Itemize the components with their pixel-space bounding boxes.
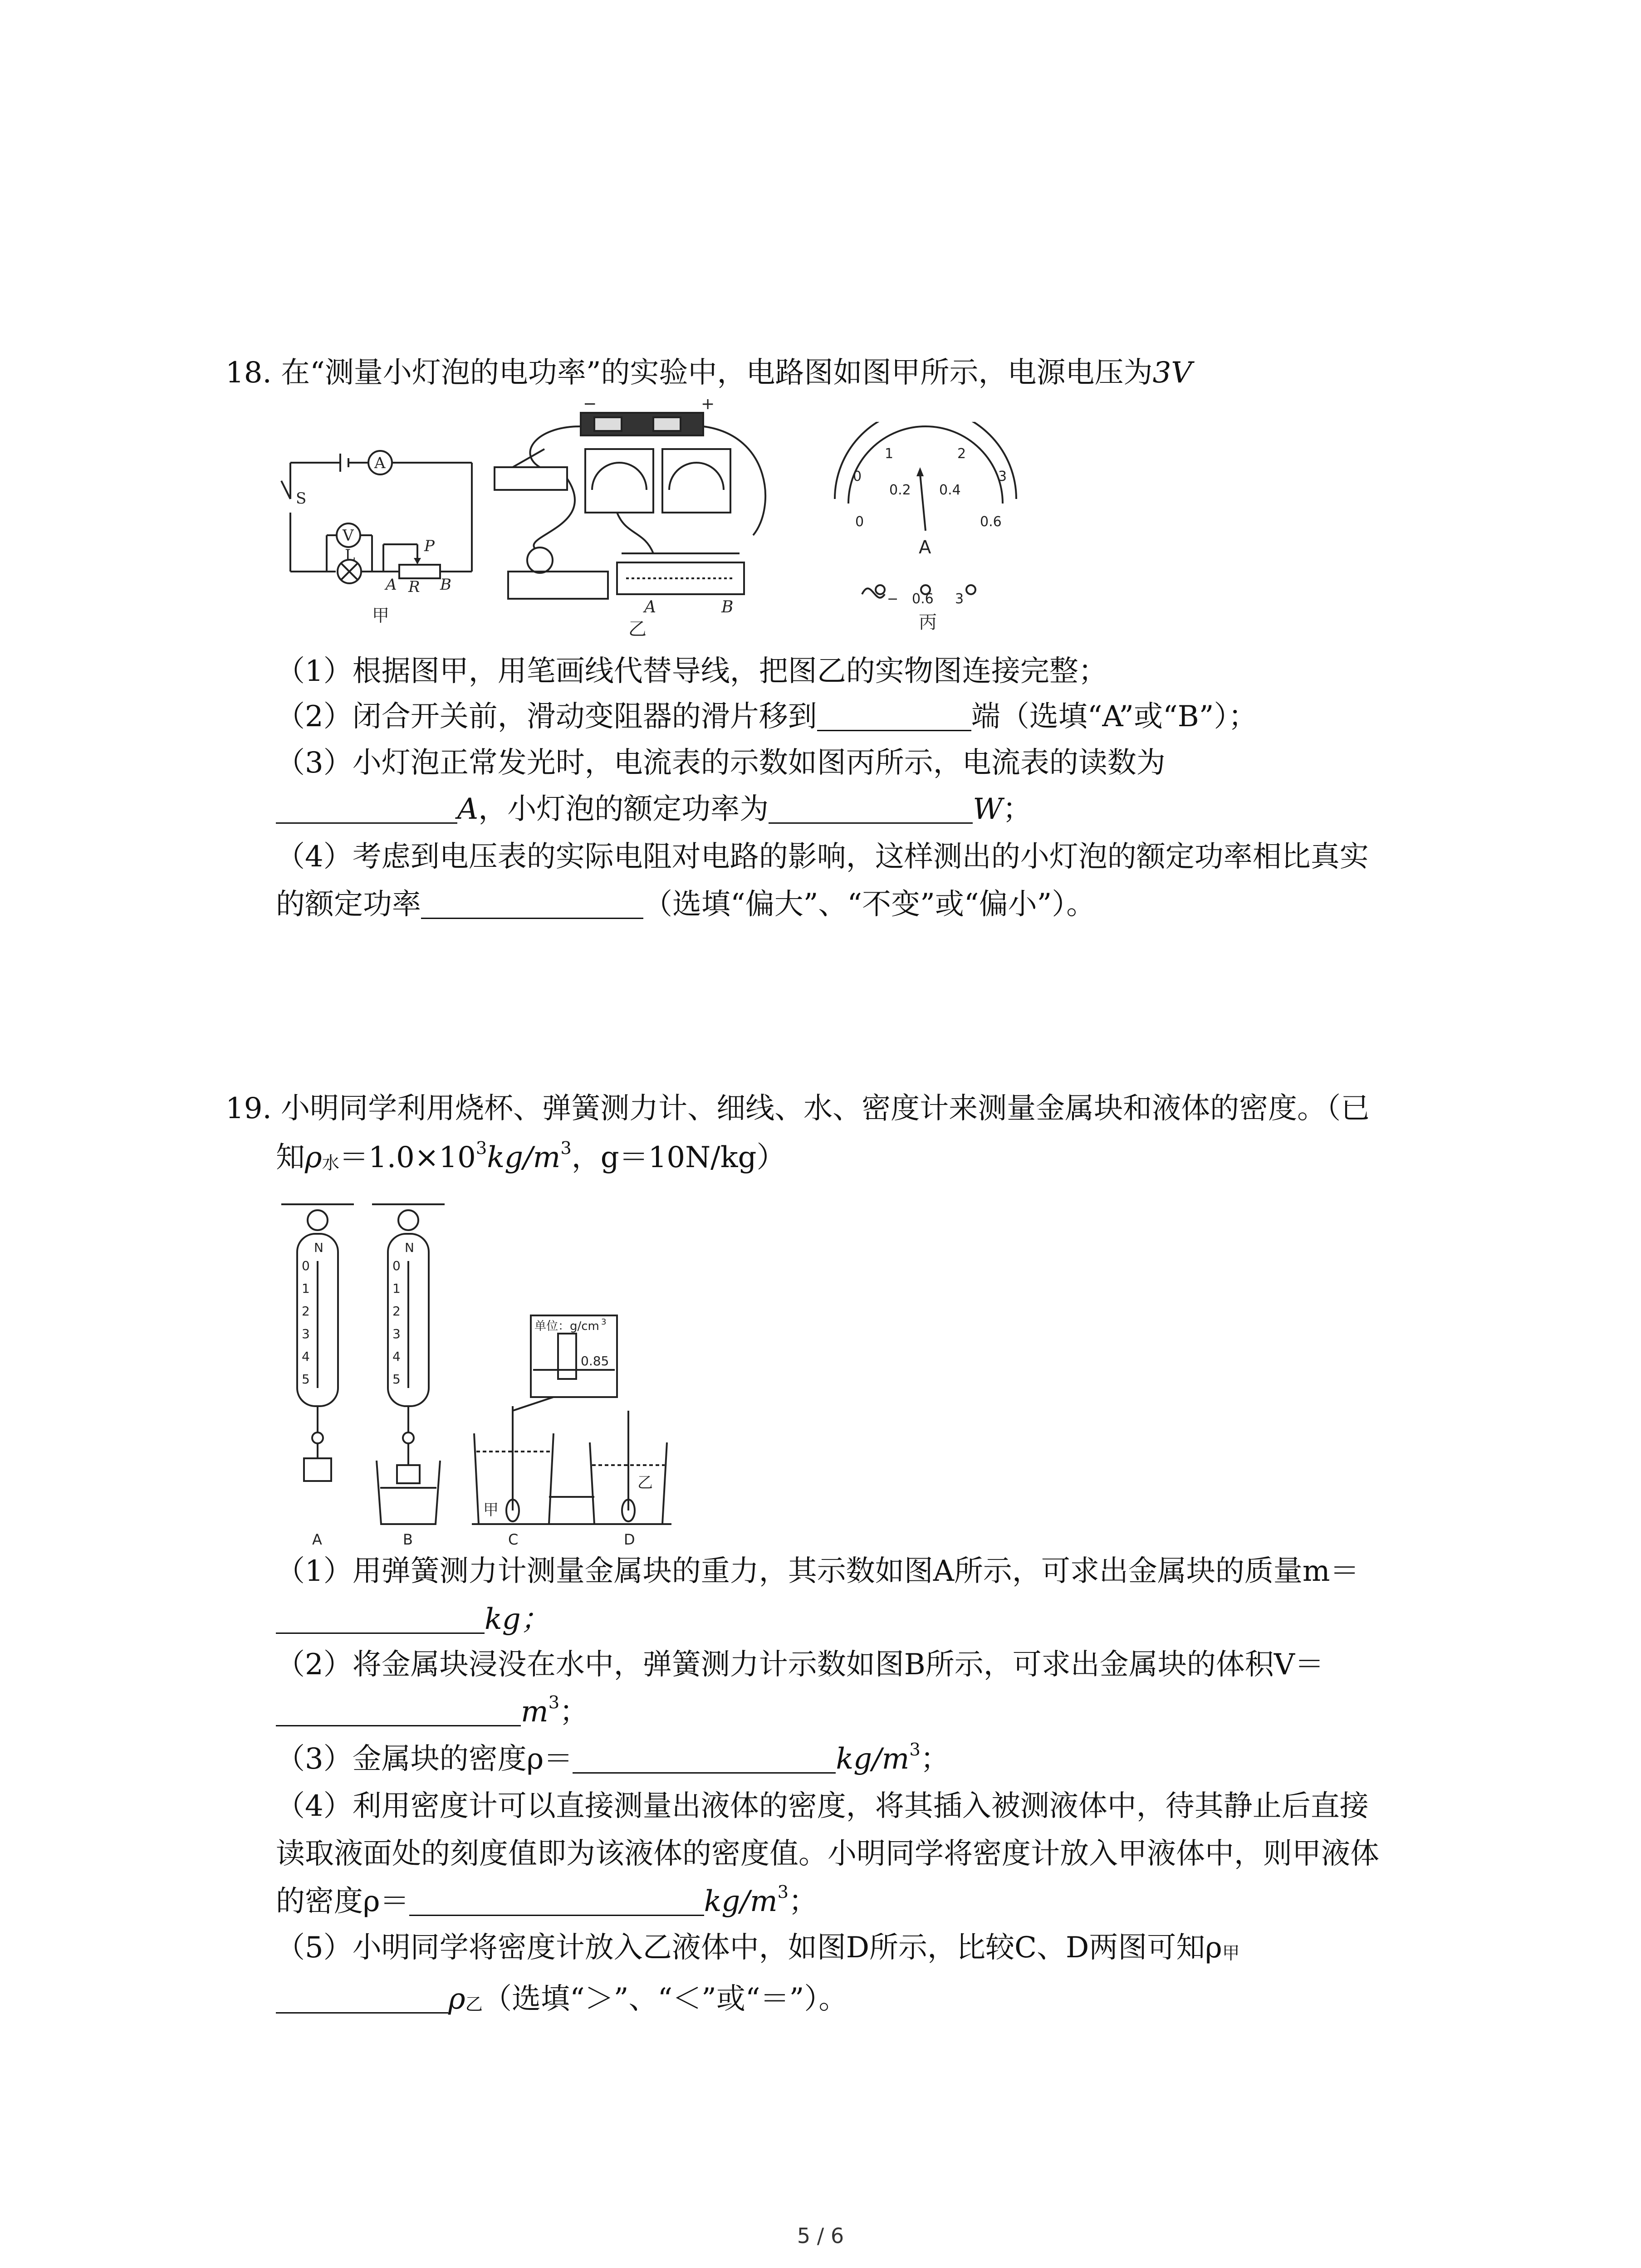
q18-part3-continued: A，小灯泡的额定功率为 W； — [276, 795, 1032, 824]
svg-text:N: N — [314, 1240, 323, 1255]
svg-text:5: 5 — [392, 1372, 401, 1387]
svg-text:乙: 乙 — [637, 1474, 653, 1492]
svg-text:0: 0 — [853, 469, 862, 484]
svg-text:B: B — [403, 1531, 413, 1547]
svg-text:0.4: 0.4 — [939, 482, 961, 498]
q18-part4: （4）考虑到电压表的实际电阻对电路的影响，这样测出的小灯泡的额定功率相比真实 — [276, 840, 1369, 874]
q18-part4-continued: 的额定功率 （选填“偏大”、“不变”或“偏小”）。 — [276, 888, 1096, 921]
q19-part3: （3）金属块的密度$\rho= kg/m^3$； — [276, 1740, 950, 1776]
svg-text:1: 1 — [885, 446, 894, 462]
svg-text:−: − — [583, 399, 597, 413]
answer-blank[interactable] — [573, 1747, 836, 1774]
lamp-letter: L — [345, 546, 355, 564]
q19-part1: （1）用弹簧测力计测量金属块的重力，其示数如图A所示，可求出金属块的质量m＝ — [276, 1554, 1359, 1588]
apparatus-figure-yi — [481, 399, 798, 644]
svg-text:A: A — [644, 598, 656, 616]
svg-text:0.6: 0.6 — [912, 591, 934, 607]
answer-blank[interactable] — [276, 1700, 521, 1726]
svg-text:1: 1 — [392, 1281, 401, 1296]
svg-text:单位：g/cm: 单位：g/cm — [534, 1320, 599, 1333]
q18-part1: （1）根据图甲，用笔画线代替导线，把图乙的实物图连接完整； — [276, 655, 1107, 688]
voltmeter-letter: V — [343, 527, 354, 545]
svg-text:4: 4 — [302, 1349, 310, 1364]
circuit-diagram-jia — [272, 435, 481, 631]
svg-text:−: − — [887, 591, 899, 607]
q18-stem: 18. 在“测量小灯泡的电功率”的实验中，电路图如图甲所示，电源电压为3V — [225, 356, 1192, 390]
svg-text:B: B — [440, 576, 451, 594]
svg-text:P: P — [424, 537, 435, 555]
answer-blank[interactable] — [769, 797, 973, 824]
q19-part2: （2）将金属块浸没在水中，弹簧测力计示数如图B所示，可求出金属块的体积V＝ — [276, 1648, 1324, 1681]
svg-text:+: + — [701, 399, 715, 413]
density-experiment-figure — [272, 1198, 749, 1547]
answer-blank[interactable] — [817, 704, 971, 731]
svg-text:B: B — [721, 598, 734, 616]
svg-text:1: 1 — [302, 1281, 310, 1296]
svg-text:3: 3 — [302, 1326, 310, 1341]
q19-part4-line2: 读取液面处的刻度值即为该液体的密度值。小明同学将密度计放入甲液体中，则甲液体 — [276, 1837, 1379, 1871]
svg-text:0.85: 0.85 — [581, 1354, 609, 1369]
answer-blank[interactable] — [276, 1987, 448, 2014]
svg-text:D: D — [624, 1531, 635, 1547]
svg-text:4: 4 — [392, 1349, 401, 1364]
q19-part2-continued: $m^3$； — [276, 1697, 588, 1726]
page-number: 5 / 6 — [797, 2224, 844, 2248]
ammeter-letter: A — [374, 454, 386, 472]
svg-text:0: 0 — [855, 514, 864, 530]
q19-part4: （4）利用密度计可以直接测量出液体的密度，将其插入被测液体中，待其静止后直接 — [276, 1789, 1369, 1823]
svg-text:0: 0 — [302, 1258, 310, 1273]
fig-caption-bing: 丙 — [919, 612, 937, 633]
answer-blank[interactable] — [276, 797, 457, 824]
answer-blank[interactable] — [409, 1889, 704, 1916]
svg-text:甲: 甲 — [483, 1501, 499, 1519]
svg-text:3: 3 — [955, 591, 964, 607]
q19-given: 知$\rho_水=1.0\times 10^3kg/m^3$，g＝10N/kg） — [276, 1138, 786, 1174]
svg-text:2: 2 — [392, 1304, 401, 1319]
svg-text:2: 2 — [957, 446, 966, 462]
q19-part4-line3: 的密度$\rho= kg/m^3$； — [276, 1882, 818, 1918]
q19-stem: 19. 小明同学利用烧杯、弹簧测力计、细线、水、密度计来测量金属块和液体的密度。（已 — [225, 1092, 1370, 1125]
svg-text:0.6: 0.6 — [980, 514, 1002, 530]
svg-text:N: N — [405, 1240, 414, 1255]
svg-text:A: A — [919, 537, 931, 558]
svg-text:2: 2 — [302, 1304, 310, 1319]
fig-caption-jia: 甲 — [372, 606, 390, 626]
svg-text:0: 0 — [392, 1258, 401, 1273]
answer-blank[interactable] — [421, 892, 643, 919]
svg-text:R: R — [408, 578, 420, 596]
svg-text:5: 5 — [302, 1372, 310, 1387]
svg-text:C: C — [508, 1531, 519, 1547]
q18-part2: （2）闭合开关前，滑动变阻器的滑片移到 端（选填“A”或“B”）； — [276, 700, 1258, 733]
answer-blank[interactable] — [276, 1607, 485, 1634]
switch-letter: S — [296, 489, 307, 508]
q19-part5: （5）小明同学将密度计放入乙液体中，如图D所示，比较C、D两图可知$\rho_甲$ — [276, 1931, 1240, 1965]
ammeter-dial-bing — [808, 422, 1043, 635]
svg-text:3: 3 — [392, 1326, 401, 1341]
q19-part5-continued: $\rho_乙$（选填“＞”、“＜”或“＝”）。 — [276, 1984, 847, 2014]
svg-text:0.2: 0.2 — [889, 482, 911, 498]
svg-text:A: A — [386, 576, 397, 594]
svg-text:3: 3 — [601, 1317, 607, 1327]
q19-part1-continued: kg； — [276, 1605, 550, 1634]
svg-text:3: 3 — [998, 469, 1007, 484]
q18-part3: （3）小灯泡正常发光时，电流表的示数如图丙所示，电流表的读数为 — [276, 746, 1166, 780]
fig-caption-yi: 乙 — [628, 619, 647, 640]
svg-text:A: A — [312, 1531, 322, 1547]
